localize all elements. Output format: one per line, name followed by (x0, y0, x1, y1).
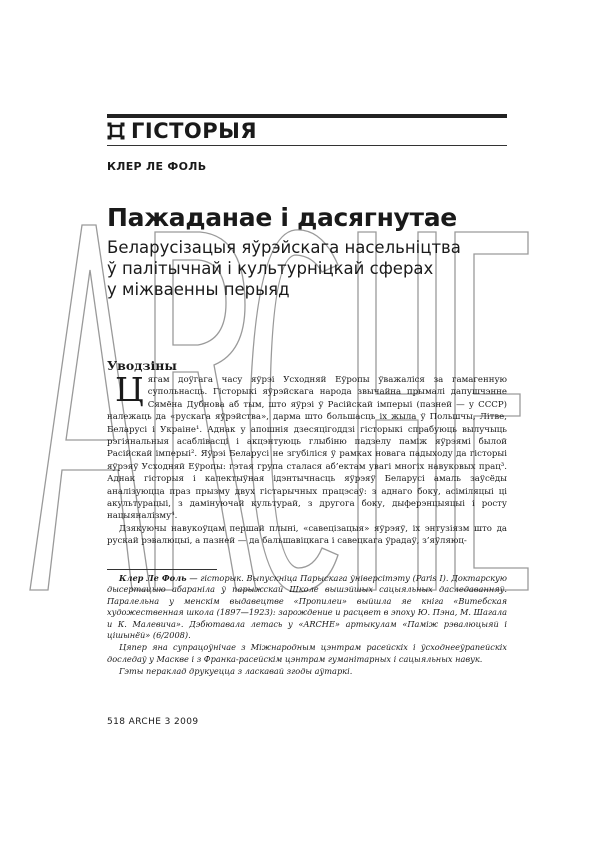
subtitle-line: у міжваенны перыяд (107, 280, 290, 299)
note-author-name: Клер Ле Фоль (119, 573, 187, 583)
article-subtitle (107, 237, 507, 300)
article-body (107, 370, 507, 548)
author-notes (107, 573, 507, 679)
drop-cap: Ц (115, 370, 144, 409)
section-header (107, 118, 257, 144)
section-title: ГІСТОРЫЯ (131, 119, 258, 143)
notes-divider (107, 569, 217, 570)
author-bio-note (107, 573, 507, 641)
page-folio: 518 ARCHE 3 2009 (107, 717, 199, 727)
affiliation-note: Цяпер яна супрацоўнічае з Міжнародным цэнтрам расейскіх і ўсходнееўрапейскіх доследаў у Маскве і з Франка-расейскім цэнтрам гуманітарных і сацыяльных навук. (107, 642, 507, 664)
intro-heading: Уводзіны (107, 358, 177, 373)
article-author: КЛЕР ЛЕ ФОЛЬ (107, 160, 207, 173)
translation-note: Гэты пераклад друкуецца з ласкавай згоды аўтаркі. (119, 666, 353, 677)
note-author-bio: — гісторык. Выпускніца Парыскага ўніверсітэту (Paris I). Доктарскую дысертацыю абараніла ў парыжскай Школе вышэйшых сацыяльных даследаванняў. Паралельна у менскім выдавецтве «Пропилеи» выйшла яе кніга «Витебская художественная школа (1897—1923): зарождение и расцвет в эпоху Ю. Пэна, М. Шагала и К. Малевича». Дэбютавала летась у «ARCHE» артыкулам «Паміж рэвалюцыяй і цішынёй» (6/2008). (107, 573, 507, 641)
body-paragraph: Дзякуючы навукоўцам першай плыні, «савецізацыя» яўрэяў, іх энтузіязм што да рускай рэвалюцыі, а пазней — да бальшавіцкага і савецкага ўрадаў, з’яўляюц- (107, 523, 507, 547)
paragraph-text: ягам доўгага часу яўрэі Усходняй Еўропы ўважаліся за гамагенную супольнасць. Гісторыкі яўрэйскага народа звычайна прымалі дапушчэнне Сямёна Дубнова аб тым, што яўрэі ў Расійскай імперыі (пазней — у СССР) належаць да «рускага яўрэйства», дарма што большасць іх жыла ў Польшчы, Літве, Беларусі і Украіне¹. Аднак у апошнія дзесяцігоддзі гісторыкі спрабуюць вылучыць рэгіянальныя асаблівасці і акцэнтуюць глыбіню падзелу паміж яўрэямі былой Расійскай імперыі². Яўрэі Беларусі не згубіліся ў рамках новага падыходу да гісторыі яўрэяў Усходняй Еўропы: гэтая група сталася аб’ектам увагі многіх навуковых прац³. Аднак гісторыя і калектыўная ідэнтычнасць яўрэяў Беларусі амаль заўсёды аналізуюцца праз прызму двух гістарычных працэсаў: з аднаго боку, асіміляцыі ці акультурацыі, з дамінуючай культурай, з другога боку, дыферэнцыяцыі і росту нацыяналізму⁴. (107, 375, 507, 522)
section-ornament-icon (107, 122, 125, 140)
subtitle-line: ў палітычнай і культурніцкай сферах (107, 259, 434, 278)
header-thin-rule (107, 145, 507, 146)
subtitle-line: Беларусізацыя яўрэйскага насельніцтва (107, 238, 461, 257)
article-title: Пажаданае і дасягнутае (107, 203, 457, 232)
body-paragraph (107, 370, 507, 523)
